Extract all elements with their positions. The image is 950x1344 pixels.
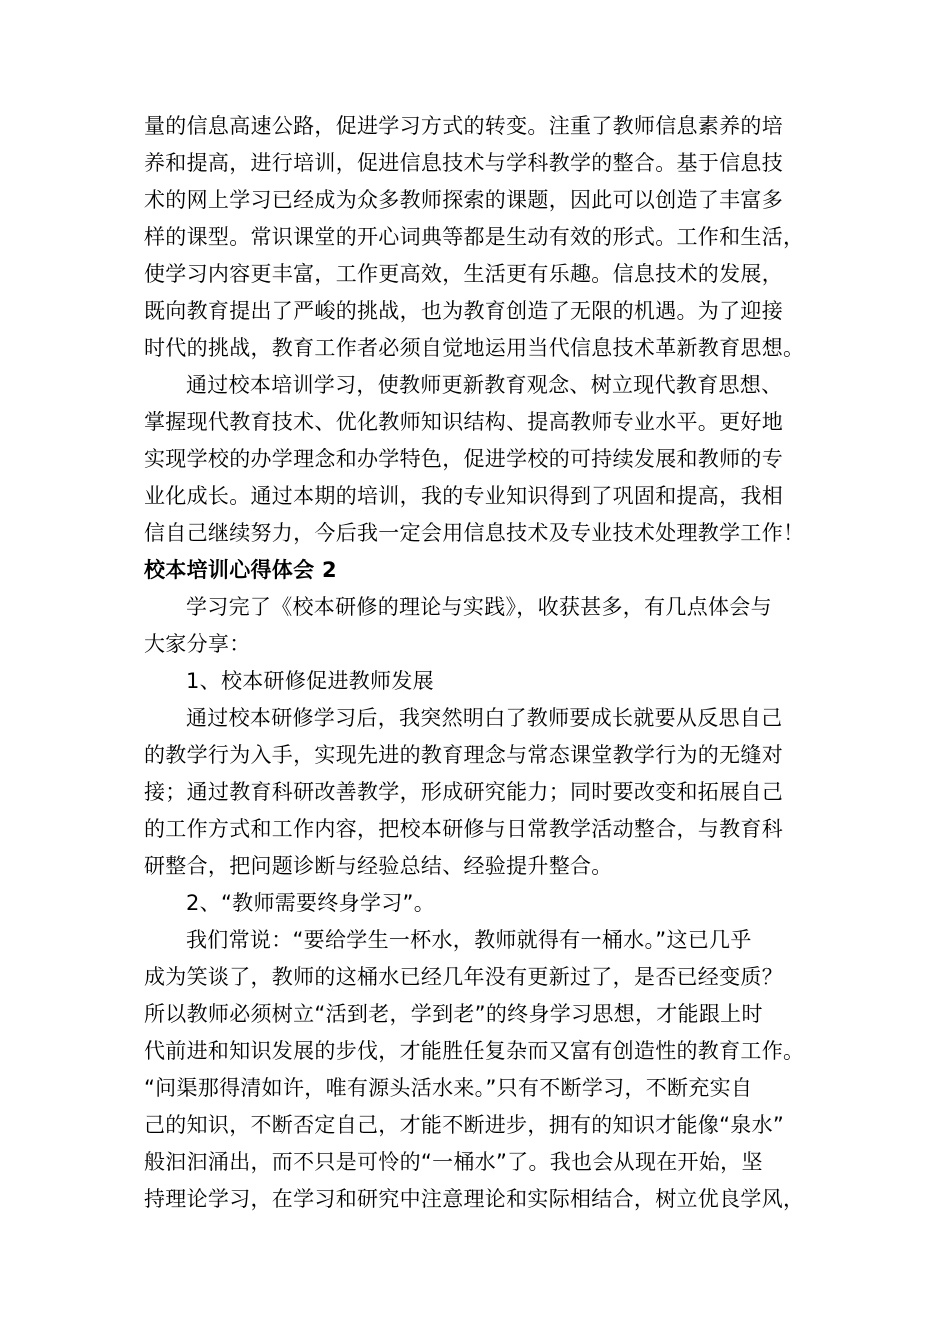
text-line: 2、“教师需要终身学习”。 [186,891,436,915]
text-line: 实现学校的办学理念和办学特色，促进学校的可持续发展和教师的专 [144,447,783,471]
text-line: “问渠那得清如许，唯有源头活水来。”只有不断学习，不断充实自 [144,1076,753,1100]
text-line: 信自己继续努力，今后我一定会用信息技术及专业技术处理教学工作！ [144,521,805,545]
text-line: 术的网上学习已经成为众多教师探索的课题，因此可以创造了丰富多 [144,188,783,212]
text-line: 所以教师必须树立“活到老，学到老”的终身学习思想，才能跟上时 [144,1002,763,1026]
text-line: 既向教育提出了严峻的挑战，也为教育创造了无限的机遇。为了迎接 [144,299,783,323]
text-line: 的工作方式和工作内容，把校本研修与日常教学活动整合，与教育科 [144,817,783,841]
text-line: 我们常说：“要给学生一杯水，教师就得有一桶水。”这已几乎 [186,928,752,952]
text-line: 的教学行为入手，实现先进的教育理念与常态课堂教学行为的无缝对 [144,743,783,767]
document-body [144,108,832,1218]
text-line: 业化成长。通过本期的培训，我的专业知识得到了巩固和提高，我相 [144,484,783,508]
text-line: 接；通过教育科研改善教学，形成研究能力；同时要改变和拓展自己 [144,780,783,804]
text-line: 己的知识，不断否定自己，才能不断进步，拥有的知识才能像“泉水” [144,1113,785,1137]
text-line: 掌握现代教育技术、优化教师知识结构、提高教师专业水平。更好地 [144,410,783,434]
text-line: 大家分享： [144,632,251,656]
section-heading: 校本培训心得体会 2 [144,558,337,582]
text-line: 持理论学习，在学习和研究中注意理论和实际相结合，树立优良学风， [144,1187,805,1211]
text-line: 通过校本培训学习，使教师更新教育观念、树立现代教育思想、 [186,373,783,397]
text-line: 通过校本研修学习后，我突然明白了教师要成长就要从反思自己 [186,706,783,730]
text-line: 研整合，把问题诊断与经验总结、经验提升整合。 [144,854,613,878]
text-line: 般汩汩涌出，而不只是可怜的“一桶水”了。我也会从现在开始，坚 [144,1150,763,1174]
text-line: 养和提高，进行培训，促进信息技术与学科教学的整合。基于信息技 [144,151,783,175]
text-line: 学习完了《校本研修的理论与实践》，收获甚多，有几点体会与 [186,595,772,619]
text-line: 量的信息高速公路，促进学习方式的转变。注重了教师信息素养的培 [144,114,783,138]
text-line: 使学习内容更丰富，工作更高效，生活更有乐趣。信息技术的发展， [144,262,783,286]
text-line: 样的课型。常识课堂的开心词典等都是生动有效的形式。工作和生活， [144,225,805,249]
text-line: 1、校本研修促进教师发展 [186,669,434,693]
text-line: 时代的挑战，教育工作者必须自觉地运用当代信息技术革新教育思想。 [144,336,805,360]
text-line: 成为笑谈了，教师的这桶水已经几年没有更新过了，是否已经变质？ [144,965,783,989]
text-line: 代前进和知识发展的步伐，才能胜任复杂而又富有创造性的教育工作。 [144,1039,805,1063]
